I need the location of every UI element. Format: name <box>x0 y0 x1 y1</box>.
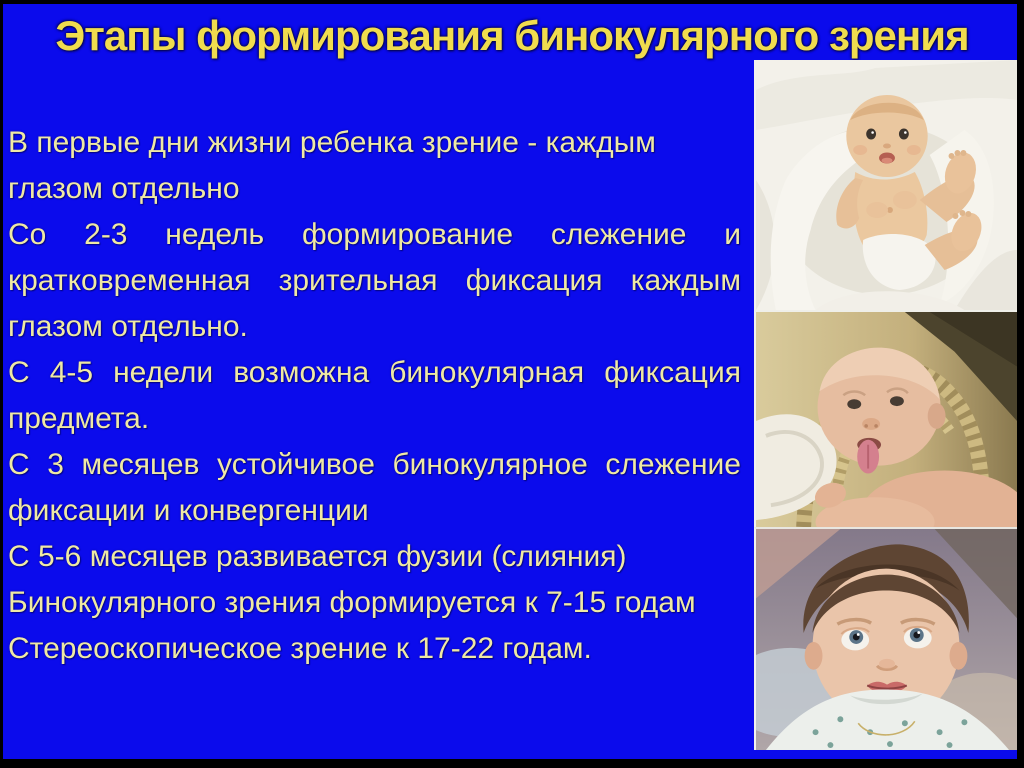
body-paragraph: Со 2-3 недель формирование слежение и кратковременная зрительная фиксация каждым глазом отдельно. <box>8 218 741 343</box>
baby-photo-pout <box>754 527 1017 750</box>
body-paragraph: Бинокулярного зрения формируется к 7-15 годам <box>8 586 696 619</box>
baby-photo-towel <box>754 60 1017 310</box>
body-paragraph: С 3 месяцев устойчивое бинокулярное слежение фиксации и конвергенции <box>8 448 741 527</box>
pouting-baby-illustration <box>756 529 1017 750</box>
baby-on-towel-illustration <box>756 60 1017 310</box>
photo-column <box>754 60 1017 750</box>
body-paragraph: С 5-6 месяцев развивается фузии (слияния) <box>8 540 627 573</box>
newborn-tongue-illustration <box>756 312 1017 527</box>
slide-title: Этапы формирования бинокулярного зрения <box>55 12 969 59</box>
body-paragraph: Стереоскопическое зрение к 17-22 годам. <box>8 632 592 665</box>
baby-photo-basket <box>754 310 1017 527</box>
body-paragraph: С 4-5 недели возможна бинокулярная фиксация предмета. <box>8 356 741 435</box>
body-paragraph: В первые дни жизни ребенка зрение - каждым глазом отдельно <box>8 126 656 205</box>
slide-body-text <box>8 120 741 672</box>
